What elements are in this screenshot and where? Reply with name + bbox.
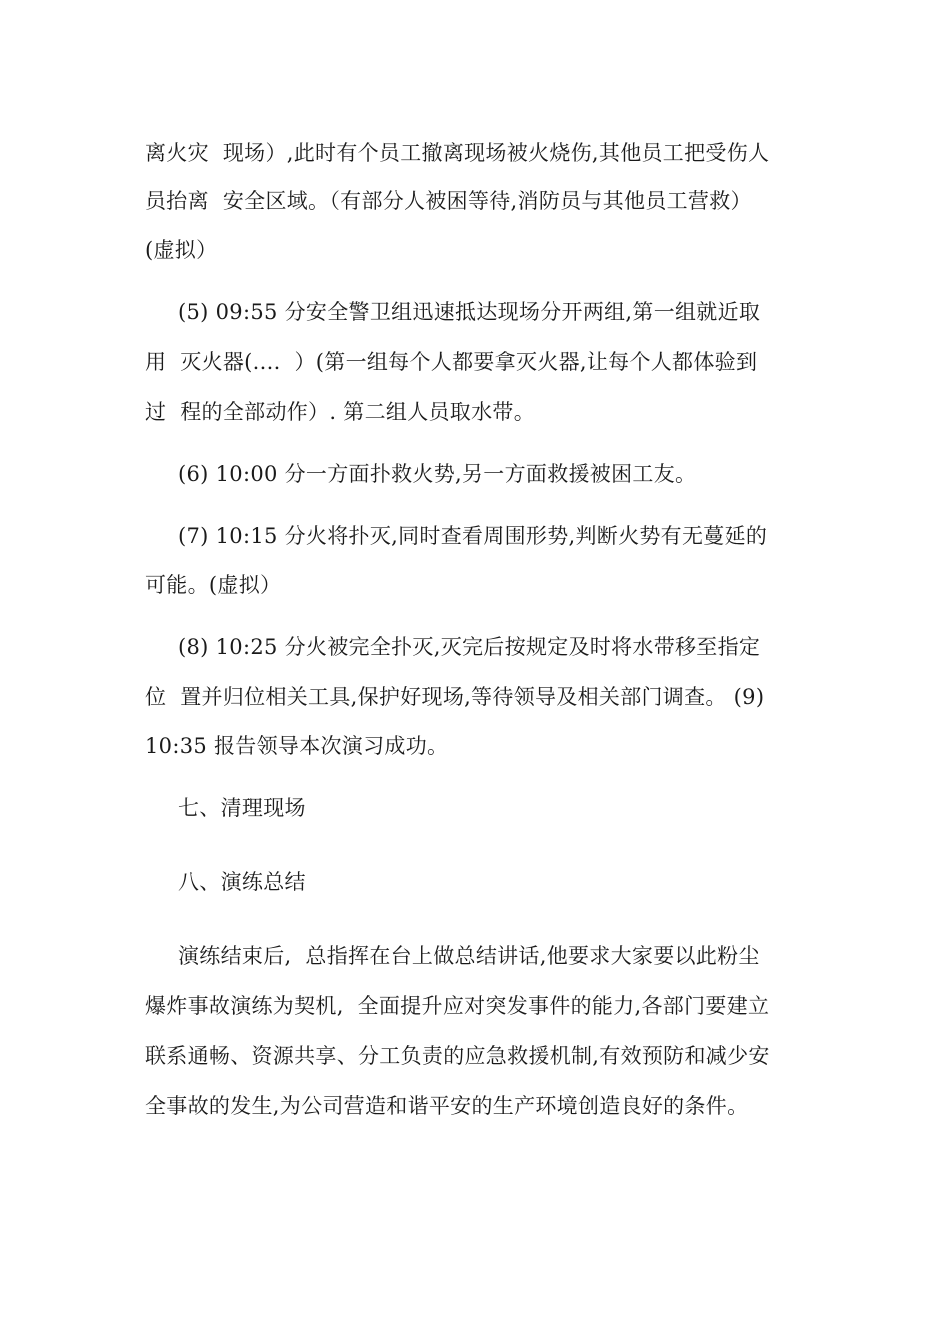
text-line: 可能。(虚拟） (145, 573, 282, 597)
text-line: (虚拟） (145, 238, 218, 262)
text-line: (7) 10:15 分火将扑灭,同时查看周围形势,判断火势有无蔓延的 (178, 524, 768, 548)
text-line: 10:35 报告领导本次演习成功。 (145, 734, 449, 758)
text-line: 全事故的发生,为公司营造和谐平安的生产环境创造良好的条件。 (145, 1094, 749, 1118)
text-line: (5) 09:55 分安全警卫组迅速抵达现场分开两组,第一组就近取 (178, 300, 761, 324)
text-line: (6) 10:00 分一方面扑救火势,另一方面救援被困工友。 (178, 462, 697, 486)
text-line: (8) 10:25 分火被完全扑灭,灭完后按规定及时将水带移至指定 (178, 635, 761, 659)
text-line: 过 程的全部动作）. 第二组人员取水带。 (145, 400, 535, 424)
text-line: 爆炸事故演练为契机, 全面提升应对突发事件的能力,各部门要建立 (145, 994, 770, 1018)
text-line: 位 置并归位相关工具,保护好现场,等待领导及相关部门调查。 (9) (145, 685, 765, 709)
text-line: 员抬离 安全区域。（有部分人被困等待,消防员与其他员工营救） (145, 189, 752, 213)
text-line: 演练结束后, 总指挥在台上做总结讲话,他要求大家要以此粉尘 (178, 944, 760, 968)
section-heading: 七、清理现场 (178, 796, 306, 820)
text-line: 离火灾 现场）,此时有个员工撤离现场被火烧伤,其他员工把受伤人 (145, 141, 770, 165)
section-heading: 八、演练总结 (178, 870, 306, 894)
text-line: 联系通畅、资源共享、分工负责的应急救援机制,有效预防和减少安 (145, 1044, 770, 1068)
text-line: 用 灭火器(.... ）(第一组每个人都要拿灭火器,让每个人都体验到 (145, 350, 758, 374)
